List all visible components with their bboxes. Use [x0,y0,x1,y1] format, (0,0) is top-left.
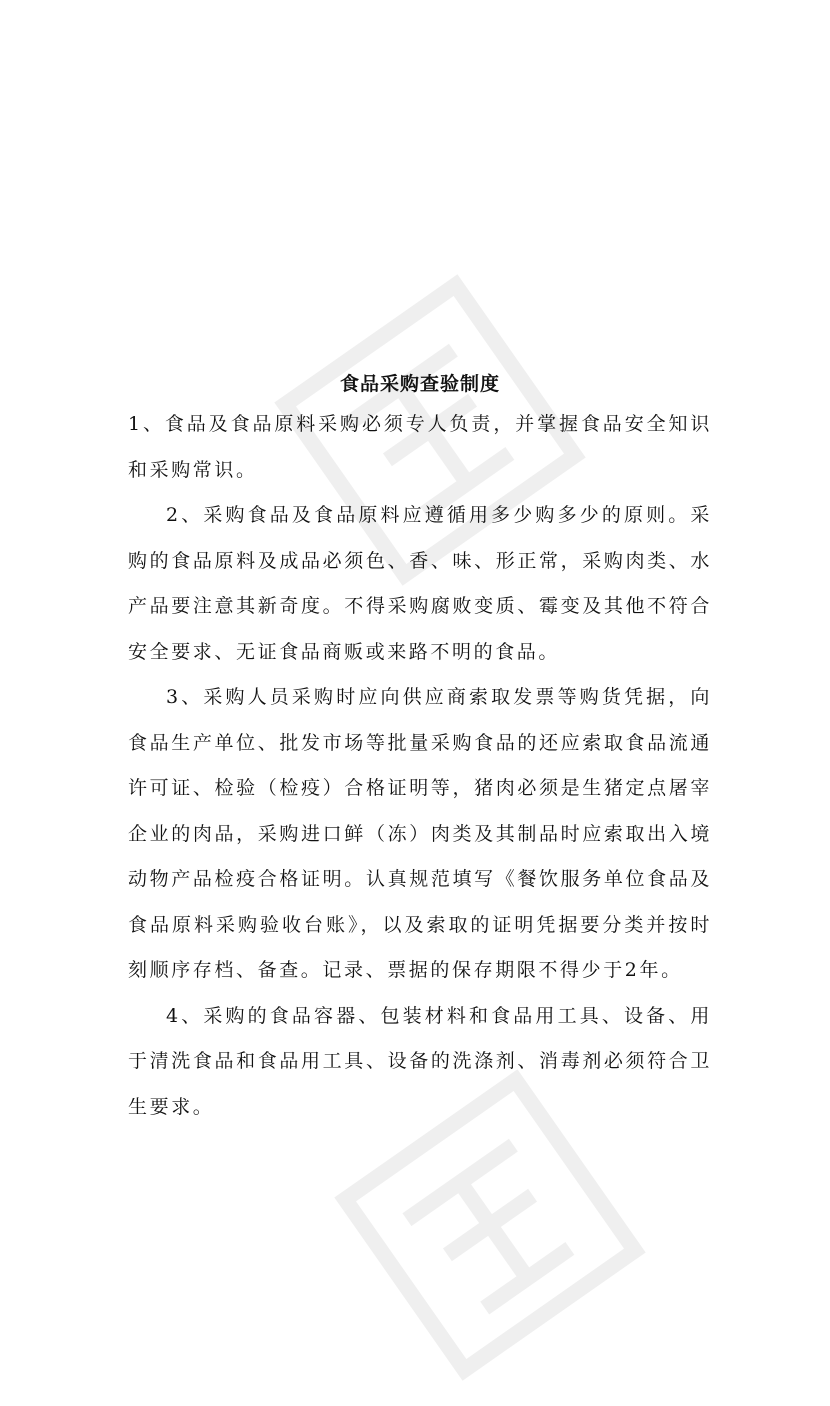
document-body [128,368,712,1130]
document-title: 食品采购查验制度 [339,373,500,395]
paragraph-2: 2、采购食品及食品原料应遵循用多少购多少的原则。采购的食品原料及成品必须色、香、味、形正常，采购肉类、水产品要注意其新奇度。不得采购腐败变质、霉变及其他不符合安全要求、无证食品商贩或来路不明的食品。 [128,504,712,663]
paragraph-3: 3、采购人员采购时应向供应商索取发票等购货凭据，向食品生产单位、批发市场等批量采购食品的还应索取食品流通许可证、检验（检疫）合格证明等，猪肉必须是生猪定点屠宰企业的肉品，采购进口鲜（冻）肉类及其制品时应索取出入境动物产品检疫合格证明。认真规范填写《餐饮服务单位食品及食品原料采购验收台账》，以及索取的证明凭据要分类并按时刻顺序存档、备查。记录、票据的保存期限不得少于2年。 [128,686,712,981]
paragraph-1: 1、食品及食品原料采购必须专人负责，并掌握食品安全知识和采购常识。 [128,413,712,481]
paragraph-4: 4、采购的食品容器、包装材料和食品用工具、设备、用于清洗食品和食品用工具、设备的洗涤剂、消毒剂必须符合卫生要求。 [128,1004,712,1118]
